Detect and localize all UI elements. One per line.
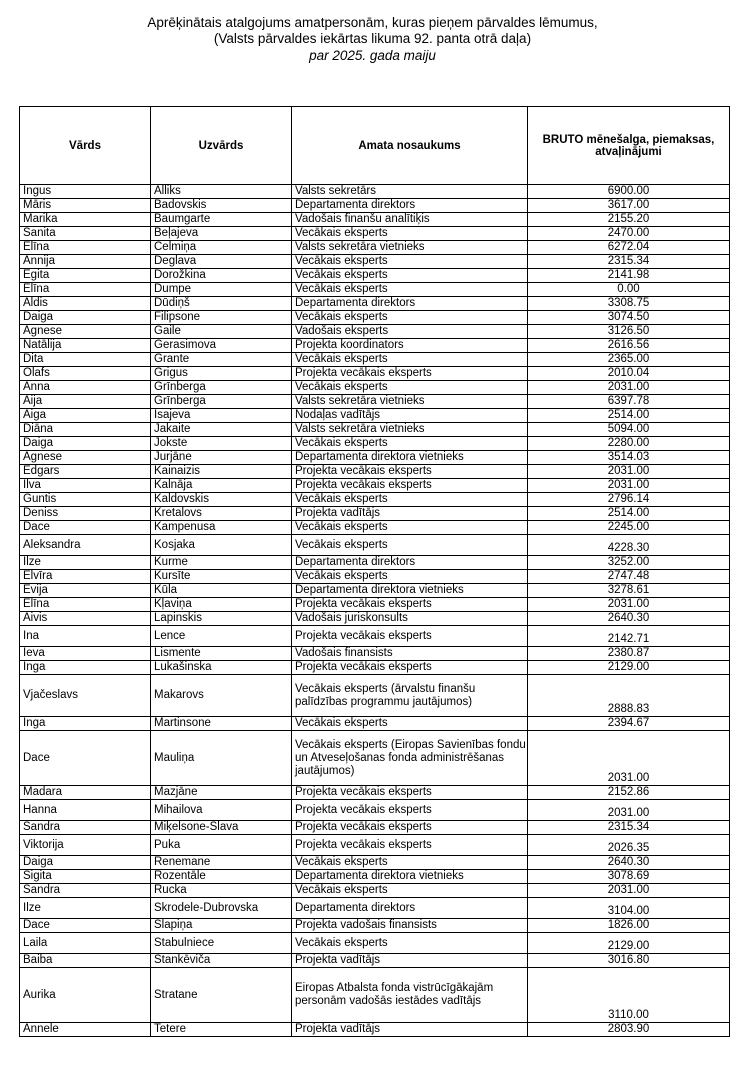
table-row	[20, 570, 730, 584]
last-name-cell: Kursīte	[151, 570, 292, 584]
last-name-cell: Jurjāne	[151, 451, 292, 465]
table-row	[20, 968, 730, 1023]
position-cell: Vecākais eksperts	[292, 884, 528, 898]
table-row	[20, 339, 730, 353]
salary-cell: 2031.00	[528, 598, 730, 612]
salary-cell: 5094.00	[528, 423, 730, 437]
first-name-cell: Laila	[20, 933, 151, 954]
position-cell: Valsts sekretārs	[292, 185, 528, 199]
document-period: par 2025. gada maiju	[309, 48, 436, 63]
salary-cell: 2365.00	[528, 353, 730, 367]
salary-cell: 3078.69	[528, 870, 730, 884]
position-cell: Nodaļas vadītājs	[292, 409, 528, 423]
salary-cell: 2031.00	[528, 479, 730, 493]
position-cell: Projekta vadītājs	[292, 954, 528, 968]
last-name-cell: Makarovs	[151, 675, 292, 717]
last-name-cell: Kainaizis	[151, 465, 292, 479]
table-body	[20, 185, 730, 1037]
salary-cell: 2315.34	[528, 821, 730, 835]
salary-cell: 2031.00	[528, 381, 730, 395]
position-cell: Projekta vecākais eksperts	[292, 367, 528, 381]
first-name-cell: Deniss	[20, 507, 151, 521]
last-name-cell: Mauliņa	[151, 731, 292, 786]
salary-cell: 6900.00	[528, 185, 730, 199]
last-name-cell: Dorožkina	[151, 269, 292, 283]
position-cell: Vecākais eksperts	[292, 856, 528, 870]
last-name-cell: Lence	[151, 626, 292, 647]
first-name-cell: Viktorija	[20, 835, 151, 856]
salary-cell: 3104.00	[528, 898, 730, 919]
first-name-cell: Aldis	[20, 297, 151, 311]
position-cell: Vecākais eksperts	[292, 570, 528, 584]
salary-cell: 2640.30	[528, 856, 730, 870]
position-cell: Departamenta direktors	[292, 898, 528, 919]
first-name-cell: Aija	[20, 395, 151, 409]
last-name-cell: Jokste	[151, 437, 292, 451]
first-name-cell: Daiga	[20, 437, 151, 451]
first-name-cell: Elīna	[20, 283, 151, 297]
first-name-cell: Dace	[20, 919, 151, 933]
last-name-cell: Beļajeva	[151, 227, 292, 241]
position-cell: Projekta vecākais eksperts	[292, 479, 528, 493]
position-cell: Vecākais eksperts	[292, 311, 528, 325]
table-row	[20, 465, 730, 479]
first-name-cell: Sigita	[20, 870, 151, 884]
salary-cell: 2155.20	[528, 213, 730, 227]
last-name-cell: Kūla	[151, 584, 292, 598]
column-header-first-name: Vārds	[20, 107, 151, 185]
table-row	[20, 954, 730, 968]
position-cell: Departamenta direktors	[292, 199, 528, 213]
position-cell: Vecākais eksperts	[292, 381, 528, 395]
table-row	[20, 423, 730, 437]
salary-cell: 2796.14	[528, 493, 730, 507]
table-row	[20, 409, 730, 423]
table-header-row	[20, 107, 730, 185]
last-name-cell: Badovskis	[151, 199, 292, 213]
last-name-cell: Kretalovs	[151, 507, 292, 521]
last-name-cell: Grigus	[151, 367, 292, 381]
table-row	[20, 199, 730, 213]
position-cell: Projekta vecākais eksperts	[292, 800, 528, 821]
first-name-cell: Inga	[20, 717, 151, 731]
table-row	[20, 185, 730, 199]
salary-cell: 2031.00	[528, 884, 730, 898]
first-name-cell: Natālija	[20, 339, 151, 353]
position-cell: Departamenta direktors	[292, 556, 528, 570]
position-cell: Projekta vadītājs	[292, 1023, 528, 1037]
last-name-cell: Baumgarte	[151, 213, 292, 227]
last-name-cell: Lismente	[151, 647, 292, 661]
position-cell: Valsts sekretāra vietnieks	[292, 423, 528, 437]
table-row	[20, 367, 730, 381]
first-name-cell: Olafs	[20, 367, 151, 381]
salary-cell: 3110.00	[528, 968, 730, 1023]
last-name-cell: Gerasimova	[151, 339, 292, 353]
column-header-last-name: Uzvārds	[151, 107, 292, 185]
table-row	[20, 269, 730, 283]
position-cell: Departamenta direktora vietnieks	[292, 584, 528, 598]
table-row	[20, 227, 730, 241]
first-name-cell: Dita	[20, 353, 151, 367]
table-row	[20, 898, 730, 919]
last-name-cell: Dūdiņš	[151, 297, 292, 311]
first-name-cell: Agnese	[20, 451, 151, 465]
table-row	[20, 479, 730, 493]
salary-cell: 2010.04	[528, 367, 730, 381]
position-cell: Vecākais eksperts	[292, 437, 528, 451]
first-name-cell: Annele	[20, 1023, 151, 1037]
first-name-cell: Evija	[20, 584, 151, 598]
first-name-cell: Aivis	[20, 612, 151, 626]
table-row	[20, 213, 730, 227]
salary-cell: 2394.67	[528, 717, 730, 731]
first-name-cell: Diāna	[20, 423, 151, 437]
last-name-cell: Isajeva	[151, 409, 292, 423]
table-row	[20, 717, 730, 731]
table-row	[20, 535, 730, 556]
salary-cell: 3308.75	[528, 297, 730, 311]
salary-cell: 2152.86	[528, 786, 730, 800]
table-row	[20, 647, 730, 661]
last-name-cell: Kaldovskis	[151, 493, 292, 507]
position-cell: Vadošais eksperts	[292, 325, 528, 339]
position-cell: Vecākais eksperts	[292, 535, 528, 556]
position-cell: Projekta vecākais eksperts	[292, 626, 528, 647]
last-name-cell: Rozentāle	[151, 870, 292, 884]
table-row	[20, 821, 730, 835]
position-cell: Projekta vecākais eksperts	[292, 835, 528, 856]
last-name-cell: Tetere	[151, 1023, 292, 1037]
table-row	[20, 675, 730, 717]
last-name-cell: Dumpe	[151, 283, 292, 297]
salary-cell: 3126.50	[528, 325, 730, 339]
position-cell: Projekta vadošais finansists	[292, 919, 528, 933]
table-row	[20, 786, 730, 800]
position-cell: Vadošais finanšu analītiķis	[292, 213, 528, 227]
first-name-cell: Dace	[20, 731, 151, 786]
first-name-cell: Marika	[20, 213, 151, 227]
first-name-cell: Daiga	[20, 311, 151, 325]
table-row	[20, 1023, 730, 1037]
first-name-cell: Aiga	[20, 409, 151, 423]
table-row	[20, 437, 730, 451]
last-name-cell: Skrodele-Dubrovska	[151, 898, 292, 919]
salary-cell: 2142.71	[528, 626, 730, 647]
salary-cell: 3617.00	[528, 199, 730, 213]
position-cell: Vecākais eksperts	[292, 493, 528, 507]
table-row	[20, 255, 730, 269]
position-cell: Projekta vecākais eksperts	[292, 465, 528, 479]
table-row	[20, 395, 730, 409]
position-cell: Vecākais eksperts	[292, 933, 528, 954]
first-name-cell: Sandra	[20, 821, 151, 835]
table-row	[20, 297, 730, 311]
salary-cell: 2031.00	[528, 731, 730, 786]
table-row	[20, 884, 730, 898]
last-name-cell: Alliks	[151, 185, 292, 199]
position-cell: Vecākais eksperts	[292, 353, 528, 367]
first-name-cell: Edgars	[20, 465, 151, 479]
first-name-cell: Guntis	[20, 493, 151, 507]
first-name-cell: Ina	[20, 626, 151, 647]
table-row	[20, 521, 730, 535]
last-name-cell: Lapinskis	[151, 612, 292, 626]
last-name-cell: Kosjaka	[151, 535, 292, 556]
table-row	[20, 856, 730, 870]
last-name-cell: Grīnberga	[151, 395, 292, 409]
first-name-cell: Vjačeslavs	[20, 675, 151, 717]
last-name-cell: Rucka	[151, 884, 292, 898]
first-name-cell: Aurika	[20, 968, 151, 1023]
position-cell: Projekta vecākais eksperts	[292, 598, 528, 612]
last-name-cell: Jakaite	[151, 423, 292, 437]
position-cell: Vecākais eksperts	[292, 717, 528, 731]
column-header-salary: BRUTO mēnešalga, piemaksas, atvaļinājumi	[528, 107, 730, 185]
salary-cell: 1826.00	[528, 919, 730, 933]
first-name-cell: Sanita	[20, 227, 151, 241]
first-name-cell: Elīna	[20, 241, 151, 255]
position-cell: Valsts sekretāra vietnieks	[292, 395, 528, 409]
first-name-cell: Ilze	[20, 898, 151, 919]
table-row	[20, 919, 730, 933]
table-row	[20, 598, 730, 612]
table-row	[20, 311, 730, 325]
salary-cell: 2514.00	[528, 507, 730, 521]
salary-cell: 2640.30	[528, 612, 730, 626]
first-name-cell: Annija	[20, 255, 151, 269]
position-cell: Projekta vecākais eksperts	[292, 786, 528, 800]
position-cell: Vecākais eksperts	[292, 269, 528, 283]
position-cell: Projekta vadītājs	[292, 507, 528, 521]
last-name-cell: Kalnāja	[151, 479, 292, 493]
first-name-cell: Agnese	[20, 325, 151, 339]
last-name-cell: Martinsone	[151, 717, 292, 731]
position-cell: Vadošais juriskonsults	[292, 612, 528, 626]
table-row	[20, 283, 730, 297]
position-cell: Vecākais eksperts (Eiropas Savienības fondu un Atveseļošanas fonda administrēšanas jautājumos)	[292, 731, 528, 786]
document-title: Aprēķinātais atalgojums amatpersonām, kuras pieņem pārvaldes lēmumus,	[147, 15, 598, 30]
last-name-cell: Kļaviņa	[151, 598, 292, 612]
first-name-cell: Ilze	[20, 556, 151, 570]
position-cell: Vecākais eksperts (ārvalstu finanšu palīdzības programmu jautājumos)	[292, 675, 528, 717]
first-name-cell: Elvīra	[20, 570, 151, 584]
last-name-cell: Kurme	[151, 556, 292, 570]
first-name-cell: Māris	[20, 199, 151, 213]
salary-cell: 6397.78	[528, 395, 730, 409]
position-cell: Projekta vecākais eksperts	[292, 661, 528, 675]
position-cell: Vecākais eksperts	[292, 521, 528, 535]
salary-cell: 3016.80	[528, 954, 730, 968]
column-header-position: Amata nosaukums	[292, 107, 528, 185]
salary-cell: 2245.00	[528, 521, 730, 535]
position-cell: Valsts sekretāra vietnieks	[292, 241, 528, 255]
salary-cell: 4228.30	[528, 535, 730, 556]
first-name-cell: Elīna	[20, 598, 151, 612]
salary-cell: 2129.00	[528, 933, 730, 954]
last-name-cell: Slapiņa	[151, 919, 292, 933]
last-name-cell: Renemane	[151, 856, 292, 870]
salary-cell: 2129.00	[528, 661, 730, 675]
position-cell: Vecākais eksperts	[292, 255, 528, 269]
first-name-cell: Aleksandra	[20, 535, 151, 556]
table-row	[20, 381, 730, 395]
table-row	[20, 835, 730, 856]
position-cell: Eiropas Atbalsta fonda vistrūcīgākajām personām vadošās iestādes vadītājs	[292, 968, 528, 1023]
last-name-cell: Deglava	[151, 255, 292, 269]
salary-cell: 0.00	[528, 283, 730, 297]
document-subtitle: (Valsts pārvaldes iekārtas likuma 92. panta otrā daļa)	[213, 31, 532, 46]
position-cell: Departamenta direktora vietnieks	[292, 451, 528, 465]
position-cell: Vecākais eksperts	[292, 227, 528, 241]
last-name-cell: Celmiņa	[151, 241, 292, 255]
last-name-cell: Gaile	[151, 325, 292, 339]
first-name-cell: Anna	[20, 381, 151, 395]
salary-cell: 2514.00	[528, 409, 730, 423]
table-row	[20, 933, 730, 954]
first-name-cell: Dace	[20, 521, 151, 535]
salary-cell: 2888.83	[528, 675, 730, 717]
salary-cell: 2747.48	[528, 570, 730, 584]
salary-cell: 2616.56	[528, 339, 730, 353]
salary-cell: 3074.50	[528, 311, 730, 325]
table-row	[20, 241, 730, 255]
table-row	[20, 612, 730, 626]
table-row	[20, 626, 730, 647]
salary-cell: 2280.00	[528, 437, 730, 451]
last-name-cell: Mihailova	[151, 800, 292, 821]
last-name-cell: Stankēviča	[151, 954, 292, 968]
last-name-cell: Puka	[151, 835, 292, 856]
table-row	[20, 731, 730, 786]
first-name-cell: Baiba	[20, 954, 151, 968]
first-name-cell: Madara	[20, 786, 151, 800]
position-cell: Projekta vecākais eksperts	[292, 821, 528, 835]
first-name-cell: Ieva	[20, 647, 151, 661]
salary-cell: 2031.00	[528, 800, 730, 821]
salary-cell: 6272.04	[528, 241, 730, 255]
salary-cell: 2803.90	[528, 1023, 730, 1037]
table-row	[20, 870, 730, 884]
last-name-cell: Mazjāne	[151, 786, 292, 800]
table-row	[20, 493, 730, 507]
position-cell: Vecākais eksperts	[292, 283, 528, 297]
salary-cell: 2470.00	[528, 227, 730, 241]
table-row	[20, 353, 730, 367]
salary-cell: 2031.00	[528, 465, 730, 479]
salary-cell: 2141.98	[528, 269, 730, 283]
table-row	[20, 661, 730, 675]
salary-cell: 3278.61	[528, 584, 730, 598]
salary-cell: 2380.87	[528, 647, 730, 661]
table-row	[20, 556, 730, 570]
first-name-cell: Daiga	[20, 856, 151, 870]
first-name-cell: Inga	[20, 661, 151, 675]
table-row	[20, 325, 730, 339]
table-row	[20, 451, 730, 465]
last-name-cell: Miķelsone-Slava	[151, 821, 292, 835]
last-name-cell: Stratane	[151, 968, 292, 1023]
position-cell: Vadošais finansists	[292, 647, 528, 661]
table-row	[20, 507, 730, 521]
last-name-cell: Filipsone	[151, 311, 292, 325]
first-name-cell: Hanna	[20, 800, 151, 821]
position-cell: Departamenta direktora vietnieks	[292, 870, 528, 884]
salary-cell: 2026.35	[528, 835, 730, 856]
first-name-cell: Egita	[20, 269, 151, 283]
salary-cell: 3514.03	[528, 451, 730, 465]
table-row	[20, 800, 730, 821]
salary-cell: 2315.34	[528, 255, 730, 269]
last-name-cell: Grante	[151, 353, 292, 367]
salary-table	[19, 106, 730, 1037]
last-name-cell: Kampenusa	[151, 521, 292, 535]
last-name-cell: Grīnberga	[151, 381, 292, 395]
first-name-cell: Ingus	[20, 185, 151, 199]
last-name-cell: Lukašinska	[151, 661, 292, 675]
position-cell: Projekta koordinators	[292, 339, 528, 353]
first-name-cell: Ilva	[20, 479, 151, 493]
table-row	[20, 584, 730, 598]
first-name-cell: Sandra	[20, 884, 151, 898]
position-cell: Departamenta direktors	[292, 297, 528, 311]
last-name-cell: Stabulniece	[151, 933, 292, 954]
salary-cell: 3252.00	[528, 556, 730, 570]
